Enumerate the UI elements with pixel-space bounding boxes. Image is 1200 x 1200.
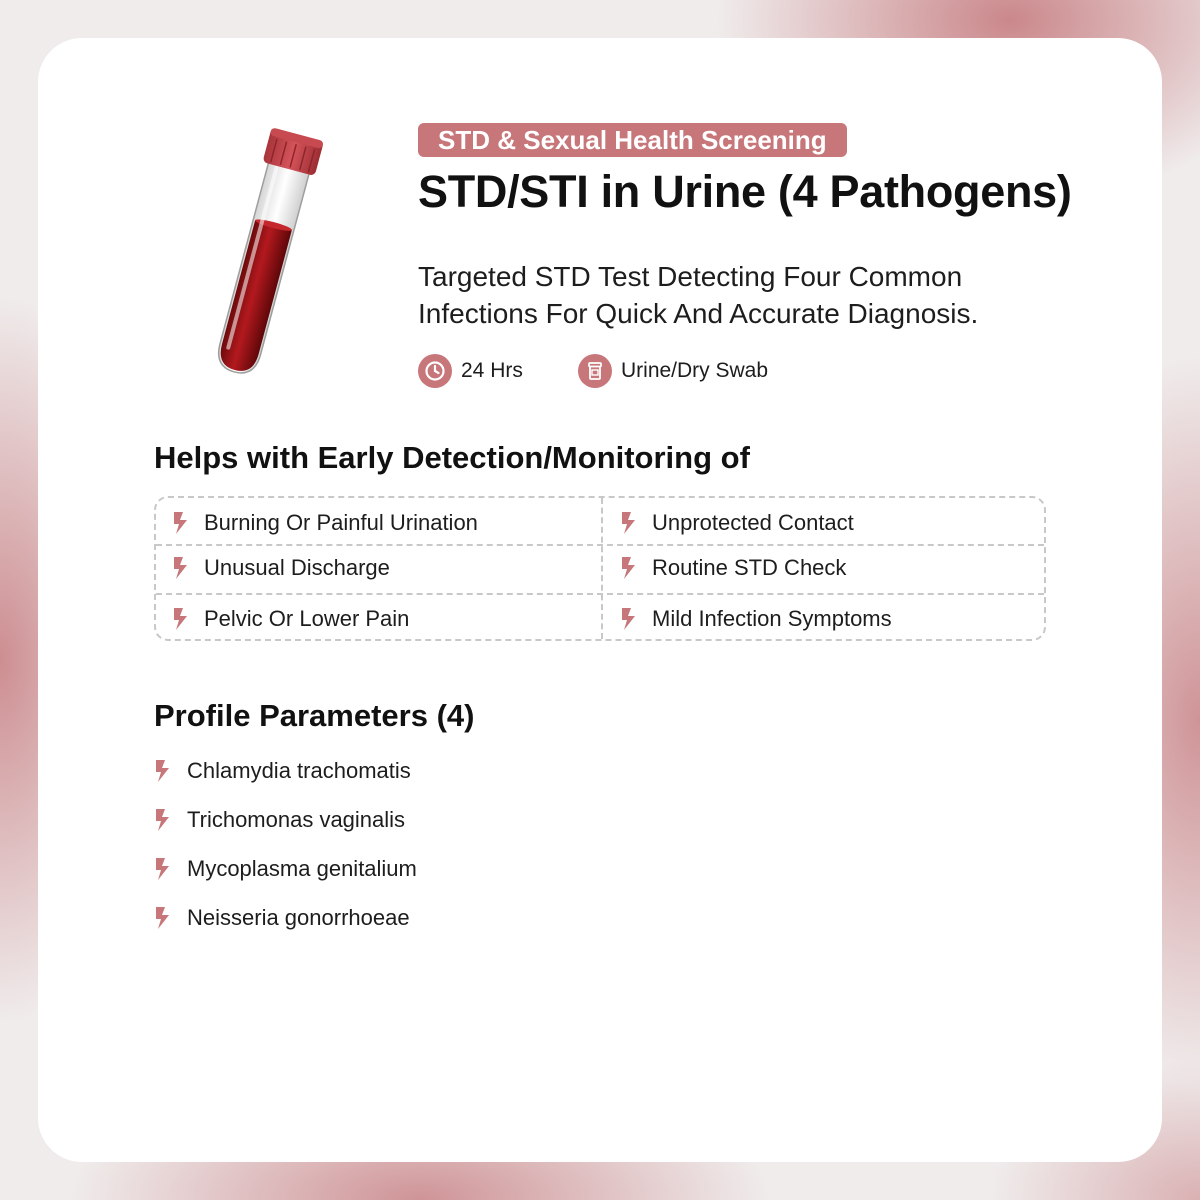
sample-type	[578, 354, 768, 388]
lightning-icon	[154, 808, 171, 832]
lightning-icon	[620, 607, 637, 631]
page-title: STD/STI in Urine (4 Pathogens)	[418, 166, 1072, 217]
test-tube-icon	[200, 126, 330, 388]
parameters-heading: Profile Parameters (4)	[154, 698, 475, 733]
helps-heading: Helps with Early Detection/Monitoring of	[154, 440, 750, 475]
clock-icon	[418, 354, 452, 388]
sample-type-label: Urine/Dry Swab	[621, 359, 769, 382]
lightning-icon	[154, 759, 171, 783]
lightning-icon	[172, 556, 189, 580]
parameter-item: Neisseria gonorrhoeae	[154, 905, 410, 931]
parameter-item: Trichomonas vaginalis	[154, 807, 405, 833]
symptom-item: Mild Infection Symptoms	[620, 606, 892, 632]
symptom-item: Burning Or Painful Urination	[172, 510, 478, 536]
lightning-icon	[172, 607, 189, 631]
parameter-item: Chlamydia trachomatis	[154, 758, 411, 784]
turnaround-time	[418, 354, 523, 388]
symptom-item: Unusual Discharge	[172, 555, 390, 581]
grid-divider	[156, 544, 1044, 546]
symptom-item: Routine STD Check	[620, 555, 846, 581]
grid-divider	[601, 498, 603, 639]
test-description: Targeted STD Test Detecting Four Common Infections For Quick And Accurate Diagnosis.	[418, 261, 979, 329]
lightning-icon	[620, 511, 637, 535]
parameter-item: Mycoplasma genitalium	[154, 856, 417, 882]
symptom-item: Unprotected Contact	[620, 510, 854, 536]
symptom-item: Pelvic Or Lower Pain	[172, 606, 409, 632]
lightning-icon	[154, 857, 171, 881]
category-badge: STD & Sexual Health Screening	[418, 123, 847, 157]
lightning-icon	[154, 906, 171, 930]
sample-container-icon	[578, 354, 612, 388]
lightning-icon	[172, 511, 189, 535]
grid-divider	[156, 593, 1044, 595]
turnaround-label: 24 Hrs	[461, 359, 523, 382]
lightning-icon	[620, 556, 637, 580]
